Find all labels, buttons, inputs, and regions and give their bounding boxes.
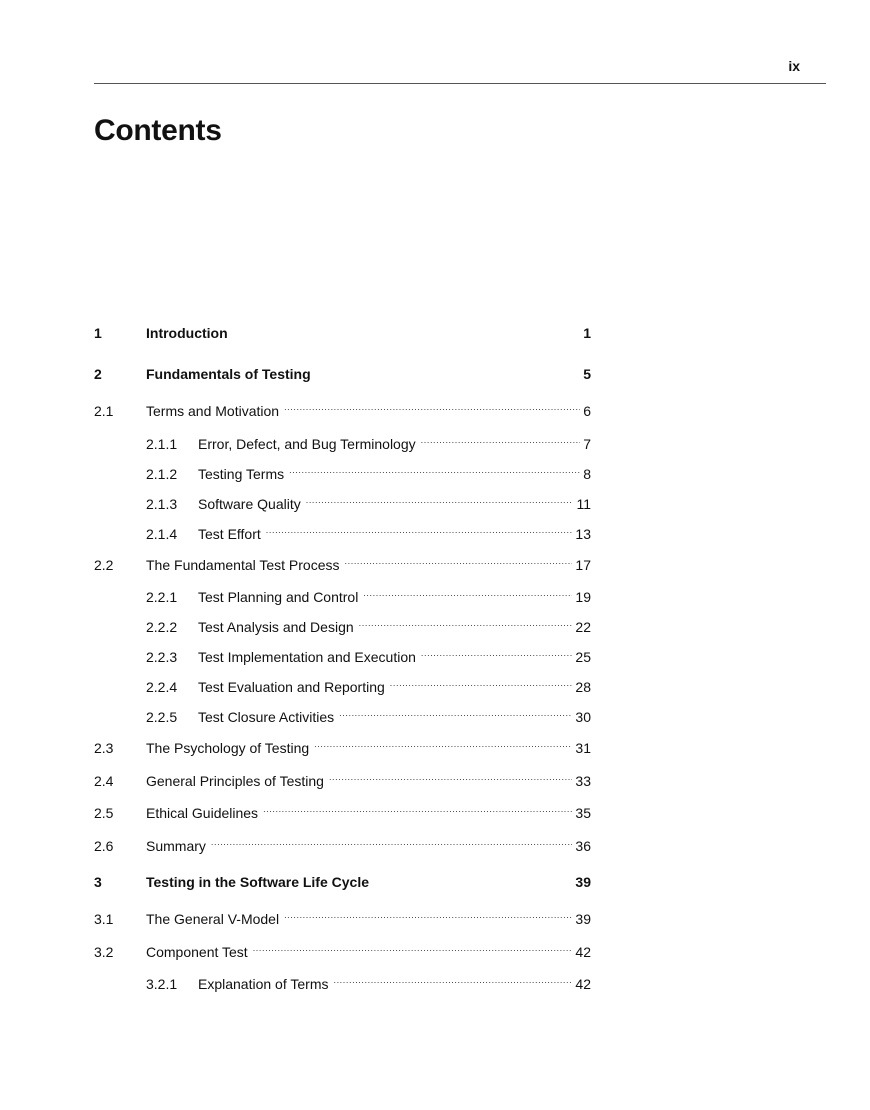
- toc-entry-title: Test Implementation and Execution: [198, 649, 416, 665]
- toc-dot-leader: [264, 519, 573, 539]
- toc-entry-page: 11: [576, 496, 591, 512]
- toc-entry-number: 2.1.3: [146, 496, 178, 512]
- toc-entry: [94, 612, 591, 635]
- toc-entry-page: 42: [575, 976, 591, 992]
- toc-entry-title: Explanation of Terms: [198, 976, 329, 992]
- toc-entry-number: 2.2.4: [146, 679, 178, 695]
- toc-entry: [94, 702, 591, 725]
- toc-dot-leader: [419, 642, 573, 662]
- toc-entry-title: Testing in the Software Life Cycle: [146, 874, 370, 890]
- toc-dot-leader: [282, 904, 572, 924]
- toc-entry-title: Ethical Guidelines: [146, 805, 259, 821]
- toc-entry-page: 17: [575, 557, 591, 573]
- toc-entry-title: General Principles of Testing: [146, 773, 324, 789]
- toc-entry-page: 5: [583, 366, 591, 382]
- toc-entry: [94, 798, 591, 821]
- page-title: Contents: [94, 114, 222, 147]
- toc-entry-number: 2.1.4: [146, 526, 178, 542]
- toc-entry: [94, 429, 591, 452]
- toc-entry-title: The General V-Model: [146, 911, 280, 927]
- page-number: ix: [788, 58, 800, 74]
- toc-entry: [94, 582, 591, 605]
- toc-entry-title: Test Planning and Control: [198, 589, 359, 605]
- toc-entry-title: Testing Terms: [198, 466, 285, 482]
- toc-entry-page: 39: [575, 911, 591, 927]
- toc-entry-title: Introduction: [146, 325, 228, 341]
- toc-entry: [94, 733, 591, 756]
- toc-dot-leader: [343, 550, 573, 570]
- toc-entry-page: 28: [575, 679, 591, 695]
- toc-entry-page: 35: [575, 805, 591, 821]
- toc-entry-page: 39: [575, 874, 591, 890]
- toc-entry: [94, 872, 591, 892]
- toc-entry-page: 33: [575, 773, 591, 789]
- toc-entry-page: 1: [583, 325, 591, 341]
- toc-entry-title: Test Effort: [198, 526, 261, 542]
- toc-entry: [94, 550, 591, 573]
- toc-entry-page: 8: [583, 466, 591, 482]
- toc-dot-leader: [261, 798, 572, 818]
- header-rule: [94, 83, 826, 84]
- toc-entry-number: 2.2.2: [146, 619, 178, 635]
- toc-entry-title: The Psychology of Testing: [146, 740, 310, 756]
- toc-entry-title: Summary: [146, 838, 206, 854]
- toc-entry: [94, 969, 591, 992]
- toc-entry-number: 3: [94, 874, 102, 890]
- toc-entry-page: 30: [575, 709, 591, 725]
- toc-dot-leader: [209, 831, 573, 851]
- toc-entry-title: Software Quality: [198, 496, 301, 512]
- toc-entry-number: 2.2.1: [146, 589, 178, 605]
- toc-entry-title: Test Closure Activities: [198, 709, 335, 725]
- toc-entry-number: 2.2: [94, 557, 114, 573]
- toc-entry-title: Terms and Motivation: [146, 403, 280, 419]
- toc-entry-number: 3.2: [94, 944, 114, 960]
- toc-dot-leader: [304, 489, 574, 509]
- toc-dot-leader: [287, 459, 580, 479]
- toc-entry-title: Test Evaluation and Reporting: [198, 679, 385, 695]
- toc-entry-number: 2.6: [94, 838, 114, 854]
- toc-entry-title: Error, Defect, and Bug Terminology: [198, 436, 416, 452]
- toc-entry: [94, 459, 591, 482]
- toc-dot-leader: [361, 582, 572, 602]
- toc-entry: [94, 766, 591, 789]
- toc-entry-number: 2.1.2: [146, 466, 178, 482]
- toc-entry: [94, 672, 591, 695]
- toc-entry-number: 2.3: [94, 740, 114, 756]
- toc-entry: [94, 489, 591, 512]
- toc-entry-title: Fundamentals of Testing: [146, 366, 311, 382]
- toc-entry-title: The Fundamental Test Process: [146, 557, 340, 573]
- toc-entry-title: Test Analysis and Design: [198, 619, 354, 635]
- toc-entry-number: 2.2.5: [146, 709, 178, 725]
- toc-entry: [94, 642, 591, 665]
- toc-entry: [94, 323, 591, 343]
- toc-entry: [94, 904, 591, 927]
- toc-dot-leader: [419, 429, 581, 449]
- toc-entry: [94, 831, 591, 854]
- toc-entry-number: 2.4: [94, 773, 114, 789]
- toc-entry: [94, 396, 591, 419]
- toc-entry-page: 6: [583, 403, 591, 419]
- toc-entry: [94, 364, 591, 384]
- toc-dot-leader: [331, 969, 572, 989]
- toc-dot-leader: [282, 396, 580, 416]
- toc-entry-number: 3.1: [94, 911, 114, 927]
- toc-dot-leader: [251, 937, 573, 957]
- toc-dot-leader: [312, 733, 572, 753]
- toc-entry-page: 25: [575, 649, 591, 665]
- toc-dot-leader: [388, 672, 573, 692]
- toc-entry-page: 19: [575, 589, 591, 605]
- toc-entry-page: 42: [575, 944, 591, 960]
- toc-entry: [94, 519, 591, 542]
- toc-entry-page: 36: [575, 838, 591, 854]
- toc-entry-number: 2.1: [94, 403, 114, 419]
- toc-entry-title: Component Test: [146, 944, 248, 960]
- toc-entry-number: 2.2.3: [146, 649, 178, 665]
- toc-dot-leader: [357, 612, 573, 632]
- toc-entry-page: 31: [575, 740, 591, 756]
- toc-entry-page: 13: [575, 526, 591, 542]
- toc-entry-number: 1: [94, 325, 102, 341]
- toc-entry-page: 7: [583, 436, 591, 452]
- toc-entry-page: 22: [575, 619, 591, 635]
- toc-dot-leader: [337, 702, 572, 722]
- toc-entry-number: 2: [94, 366, 102, 382]
- toc-dot-leader: [327, 766, 572, 786]
- toc-entry: [94, 937, 591, 960]
- toc-entry-number: 2.1.1: [146, 436, 178, 452]
- toc-entry-number: 2.5: [94, 805, 114, 821]
- toc-entry-number: 3.2.1: [146, 976, 178, 992]
